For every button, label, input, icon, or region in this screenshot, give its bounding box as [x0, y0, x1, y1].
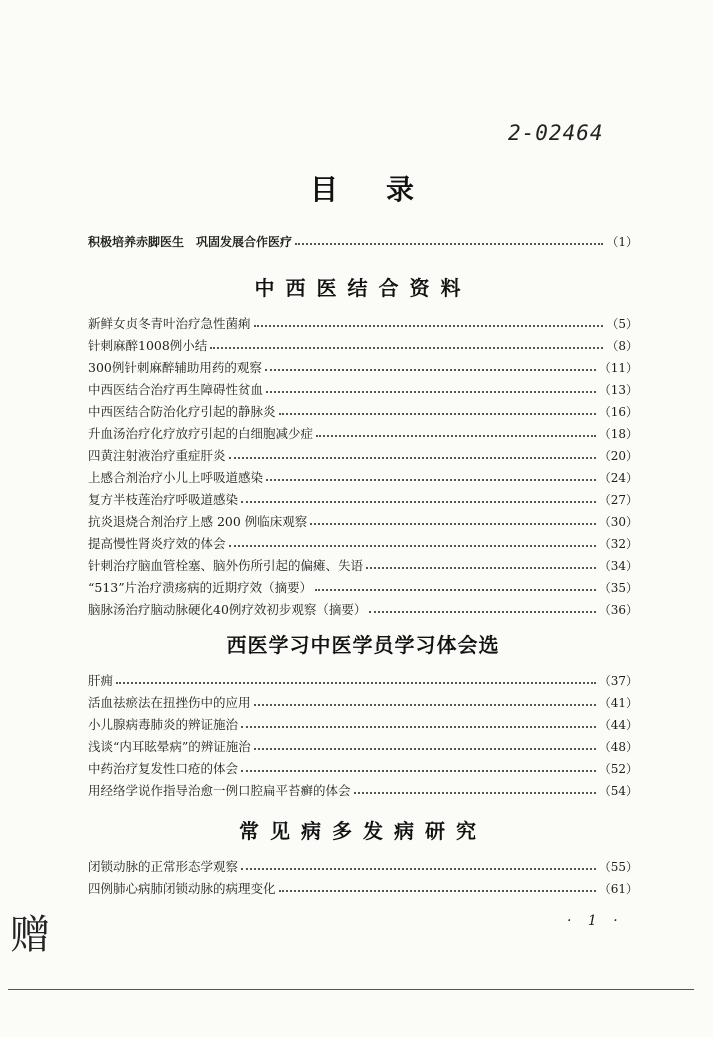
leader-dots: [229, 544, 596, 547]
gift-stamp: 赠: [10, 912, 50, 958]
toc-entry-page: （27）: [598, 493, 638, 507]
toc-entry-page: （36）: [598, 603, 638, 617]
toc-entry-page: （18）: [598, 427, 638, 441]
toc-entry-title: 四黄注射液治疗重症肝炎: [88, 448, 226, 463]
toc-entry-page: （41）: [598, 696, 638, 710]
catalog-number: 2-02464: [508, 121, 604, 145]
toc-entry-page: （55）: [598, 860, 638, 874]
toc-entry: [88, 667, 638, 689]
toc-entry-title: 浅谈“内耳眩晕病”的辨证施治: [88, 739, 251, 754]
toc-entry-title: 新鲜女贞冬青叶治疗急性菌痢: [88, 316, 251, 331]
toc-entry: [88, 486, 638, 508]
toc-entry-lead: [88, 228, 638, 250]
toc-entry: [88, 755, 638, 777]
toc-entry-title: 用经络学说作指导治愈一例口腔扁平苔癣的体会: [88, 783, 351, 798]
toc-entry: [88, 376, 638, 398]
leader-dots: [266, 390, 596, 393]
toc-entry-page: （35）: [598, 581, 638, 595]
toc-entry-title: 活血祛瘀法在扭挫伤中的应用: [88, 695, 251, 710]
toc-entry-title: 升血汤治疗化疗放疗引起的白细胞减少症: [88, 426, 314, 441]
leader-dots: [369, 610, 595, 613]
leader-dots: [316, 434, 596, 437]
toc-entry: [88, 508, 638, 530]
toc-entry-page: （34）: [598, 559, 638, 573]
leader-dots: [266, 478, 596, 481]
toc-entry-title: 提高慢性肾炎疗效的体会: [88, 536, 226, 551]
toc-entry-title: 四例肺心病肺闭锁动脉的病理变化: [88, 881, 276, 896]
toc-entry-title: 抗炎退烧合剂治疗上感 200 例临床观察: [88, 514, 308, 529]
toc-entry-page: （5）: [606, 317, 638, 331]
leader-dots: [241, 500, 596, 503]
toc-entry-title: 小儿腺病毒肺炎的辨证施治: [88, 717, 239, 732]
leader-dots: [254, 703, 596, 706]
toc-entry-page: （37）: [598, 674, 638, 688]
toc-entry-page: （32）: [598, 537, 638, 551]
toc-entry: [88, 733, 638, 755]
toc-entry: [88, 875, 638, 897]
toc-entry-page: （20）: [598, 449, 638, 463]
toc-entry: [88, 442, 638, 464]
toc-entry-title: 复方半枝莲治疗呼吸道感染: [88, 492, 239, 507]
bottom-rule: [8, 989, 694, 990]
toc-entry-title: 中西医结合防治化疗引起的静脉炎: [88, 404, 276, 419]
leader-dots: [241, 867, 596, 870]
toc-entry: [88, 777, 638, 799]
toc-entry-title: 闭锁动脉的正常形态学观察: [88, 859, 239, 874]
leader-dots: [241, 725, 596, 728]
toc-entry-title: 肝痈: [88, 673, 114, 688]
toc-entry-title: 上感合剂治疗小儿上呼吸道感染: [88, 470, 264, 485]
leader-dots: [279, 889, 596, 892]
toc-entry-page: （44）: [598, 718, 638, 732]
toc-entry: [88, 354, 638, 376]
toc-entry-page: （54）: [598, 784, 638, 798]
toc-entry-title: 中西医结合治疗再生障碍性贫血: [88, 382, 264, 397]
toc-entry: [88, 310, 638, 332]
toc-entry-title: 脑脉汤治疗脑动脉硬化40例疗效初步观察（摘要）: [88, 602, 367, 617]
toc-entry-page: （52）: [598, 762, 638, 776]
leader-dots: [354, 791, 596, 794]
leader-dots: [254, 324, 604, 327]
toc-entry-page: （24）: [598, 471, 638, 485]
toc-entry-title: 积极培养赤脚医生 巩固发展合作医疗: [88, 235, 293, 249]
leader-dots: [366, 566, 596, 569]
toc-entry-title: 中药治疗复发性口疮的体会: [88, 761, 239, 776]
toc-entry-page: （48）: [598, 740, 638, 754]
toc-entry-title: 针刺麻醉1008例小结: [88, 338, 208, 353]
toc-entry-title: “513”片治疗溃疡病的近期疗效（摘要）: [88, 580, 313, 595]
toc-entry-page: （11）: [598, 361, 638, 375]
page-number: · 1 ·: [567, 913, 624, 929]
leader-dots: [241, 769, 596, 772]
toc-entry: [88, 574, 638, 596]
toc-entry: [88, 689, 638, 711]
leader-dots: [295, 242, 603, 245]
toc-entry: [88, 530, 638, 552]
toc-entry: [88, 464, 638, 486]
page-title: 目录: [310, 173, 463, 206]
toc-entry: [88, 420, 638, 442]
leader-dots: [265, 368, 596, 371]
section-heading-2: 西医学习中医学员学习体会选: [226, 633, 500, 657]
leader-dots: [279, 412, 596, 415]
toc-entry-page: （30）: [598, 515, 638, 529]
toc-entry: [88, 711, 638, 733]
leader-dots: [116, 681, 596, 684]
toc-entry: [88, 552, 638, 574]
section-heading-3: 常见病多发病研究: [239, 819, 487, 843]
toc-entry-page: （61）: [598, 882, 638, 896]
toc-entry: [88, 853, 638, 875]
toc-entry-title: 针刺治疗脑血管栓塞、脑外伤所引起的偏瘫、失语: [88, 558, 364, 573]
leader-dots: [310, 522, 595, 525]
toc-entry: [88, 332, 638, 354]
toc-entry-title: 300例针刺麻醉辅助用药的观察: [88, 360, 262, 375]
toc-entry: [88, 596, 638, 618]
toc-entry-page: （16）: [598, 405, 638, 419]
leader-dots: [254, 747, 596, 750]
leader-dots: [229, 456, 596, 459]
toc-entry-page: （1）: [606, 235, 638, 249]
section-heading-1: 中西医结合资料: [254, 276, 472, 300]
leader-dots: [210, 346, 603, 349]
toc-entry-page: （8）: [606, 339, 638, 353]
toc-entry-page: （13）: [598, 383, 638, 397]
toc-entry: [88, 398, 638, 420]
leader-dots: [315, 588, 596, 591]
